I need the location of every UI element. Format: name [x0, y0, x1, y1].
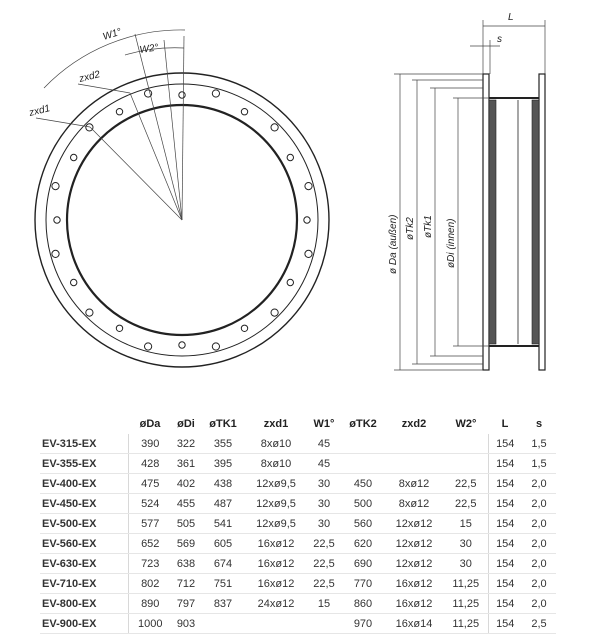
table-cell: 860: [342, 594, 384, 614]
table-cell: 154: [488, 514, 522, 534]
table-cell: 154: [488, 494, 522, 514]
table-cell: 903: [172, 614, 200, 634]
table-cell: 154: [488, 434, 522, 454]
w1-reference-line: [135, 34, 182, 220]
table-cell: 15: [444, 514, 488, 534]
bolt-hole-inner: [116, 325, 122, 331]
table-cell: 2,5: [522, 614, 556, 634]
bolt-hole-inner: [71, 154, 77, 160]
model-cell: EV-900-EX: [40, 614, 128, 634]
bolt-hole-outer: [271, 309, 278, 316]
w2-label: W2°: [138, 42, 160, 56]
table-cell: 30: [306, 474, 342, 494]
hole-reference-line-1: [90, 127, 182, 220]
table-row: [40, 514, 556, 534]
bolt-hole-inner: [287, 154, 293, 160]
bolt-hole-inner: [241, 325, 247, 331]
table-cell: 22,5: [306, 554, 342, 574]
table-cell: [444, 434, 488, 454]
table-cell: 560: [342, 514, 384, 534]
side-view: [388, 12, 545, 370]
model-cell: EV-560-EX: [40, 534, 128, 554]
table-cell: 395: [200, 454, 246, 474]
model-cell: EV-800-EX: [40, 594, 128, 614]
bolt-hole-inner: [179, 92, 185, 98]
table-cell: 2,0: [522, 474, 556, 494]
table-cell: 577: [128, 514, 172, 534]
model-cell: EV-630-EX: [40, 554, 128, 574]
hatched-band-right: [532, 100, 539, 344]
bolt-hole-outer: [305, 183, 312, 190]
table-cell: 2,0: [522, 534, 556, 554]
table-cell: 22,5: [444, 474, 488, 494]
hatched-band-left: [489, 100, 496, 344]
table-cell: 12xø9,5: [246, 514, 306, 534]
table-cell: 1000: [128, 614, 172, 634]
table-cell: [200, 614, 246, 634]
table-cell: 45: [306, 434, 342, 454]
bolt-hole-inner: [304, 217, 310, 223]
table-cell: [384, 434, 444, 454]
specification-table: [40, 414, 556, 634]
table-cell: 16xø12: [384, 574, 444, 594]
table-cell: 390: [128, 434, 172, 454]
table-cell: [246, 614, 306, 634]
table-cell: 16xø12: [246, 574, 306, 594]
table-cell: 12xø12: [384, 534, 444, 554]
table-cell: [342, 434, 384, 454]
bolt-hole-outer: [212, 343, 219, 350]
table-cell: 12xø9,5: [246, 494, 306, 514]
table-cell: 475: [128, 474, 172, 494]
table-cell: 11,25: [444, 594, 488, 614]
table-row: [40, 594, 556, 614]
table-cell: 154: [488, 454, 522, 474]
table-cell: 455: [172, 494, 200, 514]
table-cell: 652: [128, 534, 172, 554]
table-cell: 723: [128, 554, 172, 574]
w2-reference-line: [164, 40, 182, 220]
table-cell: 8xø10: [246, 434, 306, 454]
zxd2-label: zxd2: [78, 69, 102, 85]
table-header-cell: øDi: [177, 418, 195, 430]
table-header-cell: zxd2: [401, 418, 427, 430]
table-cell: 797: [172, 594, 200, 614]
model-cell: EV-710-EX: [40, 574, 128, 594]
table-cell: 1,5: [522, 454, 556, 474]
table-cell: 16xø12: [384, 594, 444, 614]
model-cell: EV-315-EX: [40, 434, 128, 454]
model-cell: EV-450-EX: [40, 494, 128, 514]
bolt-hole-outer: [305, 250, 312, 257]
bolt-hole-inner: [54, 217, 60, 223]
table-cell: 22,5: [444, 494, 488, 514]
table-row: [40, 454, 556, 474]
bolt-hole-outer: [271, 124, 278, 131]
table-cell: 2,0: [522, 594, 556, 614]
model-cell: EV-500-EX: [40, 514, 128, 534]
table-cell: 770: [342, 574, 384, 594]
di-label: øDi (innen): [446, 218, 457, 268]
table-cell: 15: [306, 594, 342, 614]
table-header-cell: zxd1: [263, 418, 289, 430]
table-cell: 30: [444, 554, 488, 574]
da-label: ø Da (außen): [388, 214, 399, 274]
table-cell: 2,0: [522, 574, 556, 594]
table-cell: 428: [128, 454, 172, 474]
bolt-hole-outer: [145, 343, 152, 350]
table-cell: [306, 614, 342, 634]
w1-side-line: [182, 36, 184, 220]
table-cell: 322: [172, 434, 200, 454]
w1-label: W1°: [101, 26, 123, 43]
bolt-hole-inner: [116, 109, 122, 115]
table-cell: 500: [342, 494, 384, 514]
table-cell: 154: [488, 574, 522, 594]
table-cell: 2,0: [522, 554, 556, 574]
table-cell: 505: [172, 514, 200, 534]
table-cell: 402: [172, 474, 200, 494]
table-cell: 16xø12: [246, 534, 306, 554]
table-cell: 154: [488, 594, 522, 614]
table-row: [40, 434, 556, 454]
table-header-row: [40, 414, 556, 434]
zxd1-label: zxd1: [28, 103, 52, 119]
bolt-hole-inner: [179, 342, 185, 348]
table-row: [40, 534, 556, 554]
bolt-hole-outer: [86, 124, 93, 131]
table-cell: 11,25: [444, 574, 488, 594]
bolt-hole-outer: [86, 309, 93, 316]
table-cell: [444, 454, 488, 474]
bolt-hole-outer: [52, 183, 59, 190]
tk1-label: øTk1: [423, 215, 434, 238]
table-cell: 524: [128, 494, 172, 514]
duct-body: [489, 98, 539, 346]
bolt-hole-inner: [71, 279, 77, 285]
table-cell: 2,0: [522, 514, 556, 534]
table-cell: 690: [342, 554, 384, 574]
table-cell: 154: [488, 614, 522, 634]
table-header-cell: øTK2: [349, 418, 377, 430]
table-row: [40, 474, 556, 494]
table-cell: 30: [444, 534, 488, 554]
table-cell: 16xø14: [384, 614, 444, 634]
table-cell: 802: [128, 574, 172, 594]
table-cell: 638: [172, 554, 200, 574]
table-cell: 12xø9,5: [246, 474, 306, 494]
table-cell: 541: [200, 514, 246, 534]
tk2-label: øTk2: [405, 217, 416, 240]
table-cell: 355: [200, 434, 246, 454]
table-cell: 12xø12: [384, 514, 444, 534]
table-cell: 1,5: [522, 434, 556, 454]
bolt-hole-outer: [52, 250, 59, 257]
table-row: [40, 614, 556, 634]
front-view: [27, 27, 329, 367]
table-cell: 30: [306, 514, 342, 534]
table-cell: 438: [200, 474, 246, 494]
table-body: [40, 434, 556, 634]
table-cell: 837: [200, 594, 246, 614]
table-cell: 890: [128, 594, 172, 614]
table-header-cell: s: [535, 418, 543, 430]
table-cell: 8xø10: [246, 454, 306, 474]
length-label: L: [508, 12, 514, 23]
bolt-hole-outer: [212, 90, 219, 97]
table-cell: 569: [172, 534, 200, 554]
table-header-cell: W2°: [455, 418, 477, 430]
table-cell: 970: [342, 614, 384, 634]
table-cell: 620: [342, 534, 384, 554]
table-cell: 605: [200, 534, 246, 554]
table-cell: 16xø12: [246, 554, 306, 574]
table-cell: 24xø12: [246, 594, 306, 614]
table-cell: [384, 454, 444, 474]
table-cell: 450: [342, 474, 384, 494]
table-cell: 22,5: [306, 534, 342, 554]
table-row: [40, 494, 556, 514]
table-cell: 154: [488, 554, 522, 574]
zxd1-leader: [36, 118, 90, 127]
table-header-cell: øDa: [139, 418, 161, 430]
table-cell: 487: [200, 494, 246, 514]
table-header-cell: øTK1: [209, 418, 237, 430]
model-cell: EV-400-EX: [40, 474, 128, 494]
table-header-cell: L: [501, 418, 509, 430]
table-cell: 361: [172, 454, 200, 474]
bolt-hole-inner: [241, 109, 247, 115]
table-cell: 2,0: [522, 494, 556, 514]
table-cell: 45: [306, 454, 342, 474]
right-flange: [539, 74, 545, 370]
table-cell: 22,5: [306, 574, 342, 594]
table-cell: 12xø12: [384, 554, 444, 574]
model-cell: EV-355-EX: [40, 454, 128, 474]
table-cell: 11,25: [444, 614, 488, 634]
left-flange: [483, 74, 489, 370]
table-cell: 154: [488, 474, 522, 494]
bolt-hole-inner: [287, 279, 293, 285]
table-cell: 154: [488, 534, 522, 554]
table-cell: 8xø12: [384, 474, 444, 494]
table-cell: 674: [200, 554, 246, 574]
table-cell: 751: [200, 574, 246, 594]
table-cell: 712: [172, 574, 200, 594]
flange-label: s: [497, 34, 502, 45]
table-row: [40, 554, 556, 574]
table-cell: 8xø12: [384, 494, 444, 514]
table-row: [40, 574, 556, 594]
table-header-cell: W1°: [313, 418, 335, 430]
table-header-cell: [40, 414, 128, 434]
hole-reference-line-2: [130, 93, 182, 220]
table-cell: 30: [306, 494, 342, 514]
table-cell: [342, 454, 384, 474]
